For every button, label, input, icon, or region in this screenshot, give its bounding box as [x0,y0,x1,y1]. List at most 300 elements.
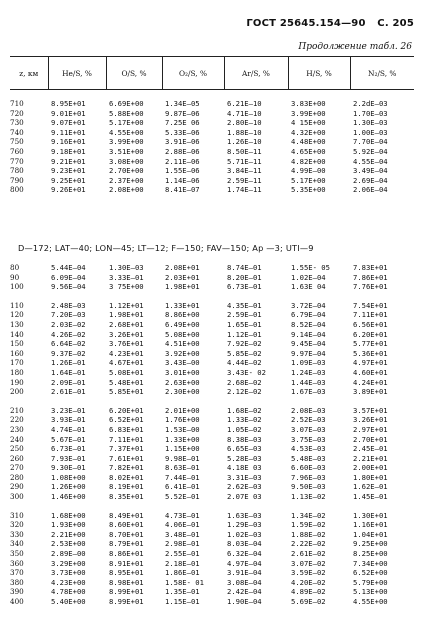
table-bottom [10,263,414,607]
value-cell: 2.61E—02 [291,549,326,559]
table-row [10,273,414,283]
value-cell: 1.33E+01 [165,300,200,310]
value-cell: 1.02E—04 [291,272,326,282]
value-cell: 9.11E+01 [51,127,86,137]
value-cell: 4.74E—01 [51,424,86,434]
table-row [10,425,414,435]
altitude-cell: 330 [10,529,24,539]
altitude-cell: 370 [10,568,24,578]
table-row [10,137,414,147]
value-cell: 1.14E—06 [165,175,200,185]
value-cell: 6.09E—04 [51,272,86,282]
altitude-cell: 350 [10,549,24,559]
value-cell: 3.26E+01 [353,415,388,425]
value-cell: 9.98E—01 [165,453,200,463]
value-cell: 8.60E+01 [109,520,144,530]
value-cell: 9.37E—02 [51,348,86,358]
value-cell: 2.37E+00 [109,175,144,185]
parameters-line: D—172; LAT—40; LON—45; LT—12; F—150; FAV—150; Ap —3; UTI—9 [18,243,314,253]
table-row [10,320,414,330]
value-cell: 9.23E+01 [51,166,86,176]
value-cell: 2.2dE—03 [353,99,388,108]
value-cell: 2.98E—01 [165,539,200,549]
value-cell: 9.50E—03 [291,482,326,492]
value-cell: 2.88E—06 [165,146,200,156]
table-row [10,511,414,521]
value-cell: 2.97E+01 [353,424,388,434]
value-cell: 1.26E—01 [51,358,86,368]
value-cell: 2.52E—03 [291,415,326,425]
value-cell: 7.20E—03 [51,310,86,320]
value-cell: 7.61E+01 [109,453,144,463]
value-cell: 2.01E+00 [165,405,200,415]
value-cell: 4.32E+00 [291,127,326,137]
value-cell: 6.52E+01 [109,415,144,425]
column-header: He/S, % [48,57,106,90]
value-cell: 1.68E—02 [227,405,262,415]
value-cell: 3.08E+00 [109,156,144,166]
value-cell: 1.04E+01 [353,529,388,539]
value-cell: 8.99E+01 [109,597,144,606]
value-cell: 1.74E—11 [227,185,262,195]
value-cell: 3.07E—03 [291,424,326,434]
value-cell: 5.77E+01 [353,339,388,349]
altitude-cell: 210 [10,405,24,415]
value-cell: 2.06E—04 [353,185,388,195]
altitude-cell: 300 [10,492,24,502]
value-cell: 4.82E+00 [291,156,326,166]
value-cell: 7.92E—02 [227,339,262,349]
altitude-cell: 750 [10,137,24,147]
altitude-cell: 340 [10,539,24,549]
value-cell: 8.03E—04 [227,539,262,549]
value-cell: 2.30E+00 [165,387,200,397]
column-header: N₂/S, % [350,57,414,90]
value-cell: 2.08E—03 [291,405,326,415]
altitude-cell: 100 [10,282,24,292]
value-cell: 8.86E+00 [165,310,200,320]
value-cell: 5.08E+00 [165,329,200,339]
value-cell: 3.76E+01 [109,339,144,349]
value-cell: 3.92E+00 [165,348,200,358]
altitude-cell: 250 [10,444,24,454]
altitude-cell: 280 [10,472,24,482]
table-row [10,597,414,607]
value-cell: 9.26E+01 [51,185,86,195]
value-cell: 7.44E—01 [165,472,200,482]
value-cell: 1.02E—03 [227,529,262,539]
value-cell: 3.26E+01 [109,329,144,339]
value-cell: 4.23E+01 [109,348,144,358]
value-cell: 7.96E—03 [291,472,326,482]
value-cell: 2.22E—02 [291,539,326,549]
value-cell: 3.73E+00 [51,568,86,578]
value-cell: 8.50E—11 [227,146,262,156]
value-cell: 7.11E+01 [353,310,388,320]
value-cell: 3.75E—03 [291,434,326,444]
value-cell: 3.43E- 02 [227,367,266,377]
altitude-cell: 710 [10,99,24,108]
value-cell: 2.11E—06 [165,156,200,166]
value-cell: 1.67E—03 [291,387,326,397]
table-row [10,118,414,128]
value-cell: 3.91E—04 [227,568,262,578]
value-cell: 4.55E+00 [353,597,388,606]
value-cell: 2.59E—11 [227,175,262,185]
value-cell: 3.89E+01 [353,387,388,397]
altitude-cell: 80 [10,263,20,272]
value-cell: 4.67E+01 [109,358,144,368]
value-cell: 1.93E+00 [51,520,86,530]
altitude-cell: 770 [10,156,24,166]
value-cell: 4.26E—02 [51,329,86,339]
value-cell: 8.98E+01 [109,577,144,587]
value-cell: 1.26E+00 [51,482,86,492]
value-cell: 5.52E—01 [165,492,200,502]
altitude-cell: 320 [10,520,24,530]
value-cell: 1.45E—01 [353,492,388,502]
table-body-block2d [10,511,414,607]
value-cell: 7.82E+01 [109,463,144,473]
value-cell: 2.70E+00 [109,166,144,176]
value-cell: 3.29E+00 [51,558,86,568]
altitude-cell: 800 [10,185,24,195]
value-cell: 1.68E+00 [51,510,86,520]
altitude-cell: 730 [10,118,24,128]
table-row [10,185,414,195]
value-cell: 3.08E—04 [227,577,262,587]
value-cell: 3.43E—00 [165,358,200,368]
value-cell: 4.71E—10 [227,108,262,118]
table-row [10,349,414,359]
value-cell: 3.84E—11 [227,166,262,176]
value-cell: 1.90E—04 [227,597,262,606]
value-cell: 3.91E—06 [165,137,200,147]
value-cell: 8.74E—01 [227,263,262,272]
value-cell: 2.55E—01 [165,549,200,559]
column-header: Ar/S, % [224,57,288,90]
table-continuation-label: Продолжение табл. 26 [298,42,412,52]
page-header [0,18,414,29]
value-cell: 3.51E+00 [109,146,144,156]
value-cell: 5.48E—03 [291,453,326,463]
value-cell: 8.70E+01 [109,529,144,539]
table-row [10,463,414,473]
value-cell: 6.60E—03 [291,463,326,473]
altitude-cell: 400 [10,597,24,606]
value-cell: 2.03E+01 [165,272,200,282]
value-cell: 4.65E+00 [291,146,326,156]
value-cell: 2.53E+00 [51,539,86,549]
value-cell: 1.26E—10 [227,137,262,147]
value-cell: 1.58E- 01 [165,577,204,587]
table-row [10,128,414,138]
column-header: O/S, % [106,57,162,90]
value-cell: 4.18E 03 [227,463,262,473]
value-cell: 1.15E+00 [165,444,200,454]
value-cell: 2.00E+01 [353,463,388,473]
altitude-cell: 270 [10,463,24,473]
value-cell: 1.63E 04 [291,282,326,292]
value-cell: 8.20E—01 [227,272,262,282]
altitude-cell: 90 [10,272,20,282]
value-cell: 8.02E+01 [109,472,144,482]
value-cell: 1.34E—05 [165,99,200,108]
value-cell: 7.76E+01 [353,282,388,292]
value-cell: 3.33E—01 [109,272,144,282]
altitude-cell: 160 [10,348,24,358]
value-cell: 1.65E—01 [227,319,262,329]
value-cell: 1.64E—01 [51,367,86,377]
column-header: H/S, % [288,57,350,90]
value-cell: 3.01E+00 [165,367,200,377]
altitude-cell: 290 [10,482,24,492]
value-cell: 4.73E—01 [165,510,200,520]
altitude-cell: 360 [10,558,24,568]
value-cell: 5.08E+01 [109,367,144,377]
value-cell: 4.89E—02 [291,587,326,597]
table-row [10,109,414,119]
table-row [10,444,414,454]
value-cell: 9.25E+01 [51,175,86,185]
table-header-row [10,57,414,90]
value-cell: 5.88E+00 [109,108,144,118]
value-cell: 8.63E—01 [165,463,200,473]
altitude-cell: 310 [10,510,24,520]
table-row [10,406,414,416]
altitude-cell: 740 [10,127,24,137]
value-cell: 3.99E+00 [109,137,144,147]
value-cell: 2.42E—04 [227,587,262,597]
value-cell: 6.49E+00 [165,319,200,329]
value-cell: 1.24E—03 [291,367,326,377]
table-row [10,99,414,109]
value-cell: 5.71E—11 [227,156,262,166]
altitude-cell: 220 [10,415,24,425]
value-cell: 2.59E—01 [227,310,262,320]
value-cell: 1.53E—00 [165,424,200,434]
value-cell: 7.25E 06 [165,118,200,128]
value-cell: 8.95E+01 [109,568,144,578]
value-cell: 1.46E+00 [51,492,86,502]
value-cell: 6.73E—01 [51,444,86,454]
value-cell: 2.70E+01 [353,434,388,444]
value-cell: 9.30E—01 [51,463,86,473]
value-cell: 4.53E—03 [291,444,326,454]
table-row [10,387,414,397]
value-cell: 1.29E—03 [227,520,262,530]
value-cell: 8.49E+01 [109,510,144,520]
value-cell: 9.25E+00 [353,539,388,549]
value-cell: 2.62E—03 [227,482,262,492]
value-cell: 3.57E+01 [353,405,388,415]
altitude-cell: 120 [10,310,24,320]
value-cell: 7.34E+00 [353,558,388,568]
altitude-cell: 720 [10,108,24,118]
value-cell: 1.12E—01 [227,329,262,339]
value-cell: 7.37E+01 [109,444,144,454]
value-cell: 9.87E—06 [165,108,200,118]
altitude-cell: 200 [10,387,24,397]
value-cell: 1.76E+00 [165,415,200,425]
value-cell: 1.80E+01 [353,472,388,482]
value-cell: 1.63E—03 [227,510,262,520]
value-cell: 4.51E+00 [165,339,200,349]
table-row [10,368,414,378]
value-cell: 9.97E—04 [291,348,326,358]
value-cell: 2.63E+00 [165,377,200,387]
value-cell: 4.97E—04 [227,558,262,568]
value-cell: 5.17E+00 [291,175,326,185]
table-top [10,56,414,195]
value-cell: 4.97E+01 [353,358,388,368]
value-cell: 3.49E—04 [353,166,388,176]
table-row [10,339,414,349]
value-cell: 3.72E—04 [291,300,326,310]
value-cell: 6.73E—01 [227,282,262,292]
table-row [10,310,414,320]
altitude-cell: 760 [10,146,24,156]
value-cell: 7.70E—04 [353,137,388,147]
value-cell: 2.21E+01 [353,453,388,463]
value-cell: 2.03E—02 [51,319,86,329]
value-cell: 3.48E—01 [165,529,200,539]
value-cell: 4.44E—02 [227,358,262,368]
table-row [10,358,414,368]
table-row [10,454,414,464]
value-cell: 5.35E+00 [291,185,326,195]
value-cell: 1.98E+01 [165,282,200,292]
table-row [10,492,414,502]
table-row [10,435,414,445]
table-row [10,559,414,569]
value-cell: 9.14E—04 [291,329,326,339]
table-row [10,539,414,549]
altitude-cell: 110 [10,300,24,310]
value-cell: 5.85E—02 [227,348,262,358]
table-row [10,520,414,530]
value-cell: 1.88E—10 [227,127,262,137]
value-cell: 4 15E+00 [291,118,326,128]
table-row [10,330,414,340]
value-cell: 3.59E—02 [291,568,326,578]
value-cell: 5.92E—04 [353,146,388,156]
value-cell: 7.11E+01 [109,434,144,444]
table-row [10,378,414,388]
value-cell: 3.93E—01 [51,415,86,425]
value-cell: 7.83E+01 [353,263,388,272]
value-cell: 4.55E—04 [353,156,388,166]
value-cell: 1.12E+01 [109,300,144,310]
value-cell: 6.32E—04 [227,549,262,559]
value-cell: 9.16E+01 [51,137,86,147]
value-cell: 4.24E+01 [353,377,388,387]
value-cell: 2.80E—10 [227,118,262,128]
value-cell: 1.30E+01 [353,510,388,520]
value-cell: 4.06E—01 [165,520,200,530]
value-cell: 2.68E+01 [109,319,144,329]
value-cell: 2.07E 03 [227,492,262,502]
value-cell: 6.83E+01 [109,424,144,434]
value-cell: 2.21E+00 [51,529,86,539]
altitude-cell: 260 [10,453,24,463]
value-cell: 6.65E—03 [227,444,262,454]
table-row [10,415,414,425]
value-cell: 8.79E+01 [109,539,144,549]
value-cell: 1.34E—02 [291,510,326,520]
table-row [10,482,414,492]
value-cell: 7.86E+01 [353,272,388,282]
value-cell: 2.48E—03 [51,300,86,310]
value-cell: 1.33E—02 [227,415,262,425]
value-cell: 5.36E+01 [353,348,388,358]
altitude-cell: 170 [10,358,24,368]
value-cell: 1.44E—03 [291,377,326,387]
value-cell: 2.18E—01 [165,558,200,568]
value-cell: 2.61E—01 [51,387,86,397]
table-row [10,530,414,540]
altitude-cell: 390 [10,587,24,597]
value-cell: 4.20E—02 [291,577,326,587]
value-cell: 9.45E—04 [291,339,326,349]
value-cell: 4.99E—00 [291,166,326,176]
table-body-block2b [10,301,414,397]
value-cell: 9.56E—04 [51,282,86,292]
table-body-block1 [10,90,414,195]
altitude-cell: 190 [10,377,24,387]
value-cell: 5.44E—04 [51,263,86,272]
table-row [10,166,414,176]
value-cell: 3.23E—01 [51,405,86,415]
value-cell: 8.19E+01 [109,482,144,492]
altitude-cell: 130 [10,319,24,329]
value-cell: 1.09E—03 [291,358,326,368]
value-cell: 6.41E—01 [165,482,200,492]
value-cell: 2.69E—04 [353,175,388,185]
table-row [10,282,414,292]
value-cell: 5.40E+00 [51,597,86,606]
value-cell: 4.78E+00 [51,587,86,597]
value-cell: 1.30E—03 [109,263,144,272]
value-cell: 1.59E—02 [291,520,326,530]
value-cell: 7.54E+01 [353,300,388,310]
value-cell: 6.52E+00 [353,568,388,578]
table-row [10,157,414,167]
value-cell: 3.99E+00 [291,108,326,118]
value-cell: 3.31E—03 [227,472,262,482]
value-cell: 2.12E—02 [227,387,262,397]
value-cell: 1.08E+00 [51,472,86,482]
value-cell: 5.17E+00 [109,118,144,128]
value-cell: 1.62E—01 [353,482,388,492]
value-cell: 1.55E- 05 [291,263,330,272]
value-cell: 8.25E+00 [353,549,388,559]
value-cell: 8.99E+01 [109,587,144,597]
altitude-cell: 150 [10,339,24,349]
value-cell: 1.88E—02 [291,529,326,539]
altitude-cell: 230 [10,424,24,434]
altitude-cell: 140 [10,329,24,339]
value-cell: 2.89E—00 [51,549,86,559]
value-cell: 1.35E—01 [165,587,200,597]
value-cell: 8.38E—03 [227,434,262,444]
altitude-cell: 790 [10,175,24,185]
table-body-block2a [10,263,414,292]
value-cell: 5.69E—02 [291,597,326,606]
value-cell: 2.08E+01 [165,263,200,272]
value-cell: 1.00E—03 [353,127,388,137]
value-cell: 6.79E—04 [291,310,326,320]
